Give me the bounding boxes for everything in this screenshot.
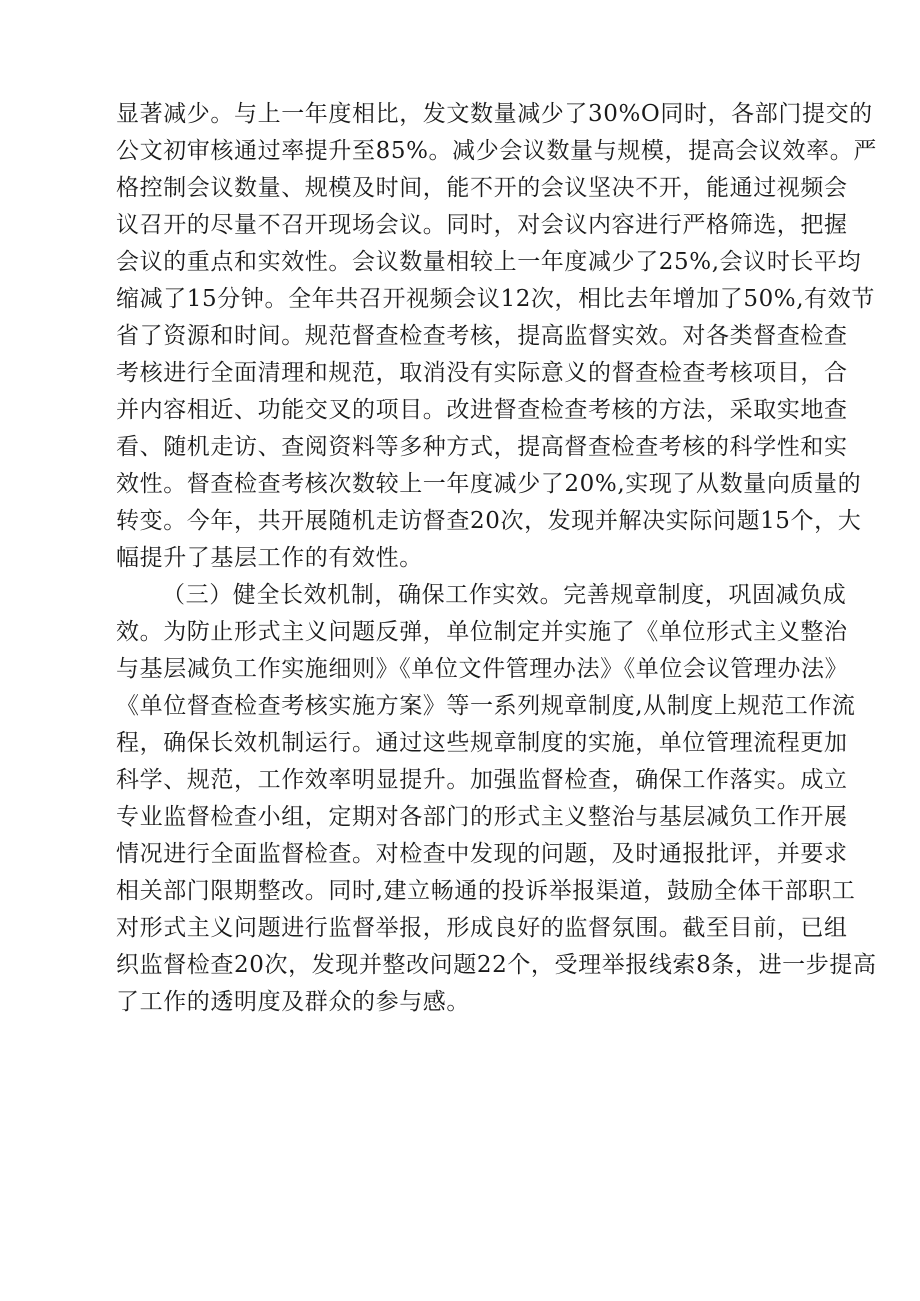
text-line: 省了资源和时间。规范督查检查考核，提高监督实效。对各类督查检查 (116, 323, 848, 349)
text-line: 科学、规范，工作效率明显提升。加强监督检查，确保工作落实。成立 (116, 767, 848, 793)
text-line: 看、随机走访、查阅资料等多种方式，提高督查检查考核的科学性和实 (116, 434, 848, 460)
section-heading-line: （三）健全长效机制，确保工作实效。完善规章制度，巩固减负成 (162, 582, 847, 608)
text-line: 织监督检查20次，发现并整改问题22个，受理举报线索8条，进一步提高 (116, 952, 877, 978)
text-line: 转变。今年，共开展随机走访督查20次，发现并解决实际问题15个，大 (116, 508, 862, 534)
text-line: 幅提升了基层工作的有效性。 (116, 545, 423, 571)
text-line: 情况进行全面监督检查。对检查中发现的问题，及时通报批评，并要求 (116, 841, 848, 867)
text-line: 格控制会议数量、规模及时间，能不开的会议坚决不开，能通过视频会 (116, 175, 848, 201)
text-line: 缩减了15分钟。全年共召开视频会议12次，相比去年增加了50%,有效节 (116, 286, 875, 312)
text-line: 《单位督查检查考核实施方案》等一系列规章制度,从制度上规范工作流 (116, 693, 856, 719)
text-line: 程，确保长效机制运行。通过这些规章制度的实施，单位管理流程更加 (116, 730, 848, 756)
text-line: 了工作的透明度及群众的参与感。 (116, 989, 470, 1015)
text-line: 议召开的尽量不召开现场会议。同时，对会议内容进行严格筛选，把握 (116, 212, 848, 238)
text-line: 显著减少。与上一年度相比，发文数量减少了30%O同时，各部门提交的 (116, 101, 873, 127)
text-line: 效。为防止形式主义问题反弹，单位制定并实施了《单位形式主义整治 (116, 619, 848, 645)
text-line: 公文初审核通过率提升至85%。减少会议数量与规模，提高会议效率。严 (116, 138, 877, 164)
text-line: 对形式主义问题进行监督举报，形成良好的监督氛围。截至目前，已组 (116, 915, 848, 941)
text-line: 并内容相近、功能交叉的项目。改进督查检查考核的方法，采取实地查 (116, 397, 848, 423)
text-line: 相关部门限期整改。同时,建立畅通的投诉举报渠道，鼓励全体干部职工 (116, 878, 856, 904)
text-line: 与基层减负工作实施细则》《单位文件管理办法》《单位会议管理办法》 (116, 656, 849, 682)
text-line: 专业监督检查小组，定期对各部门的形式主义整治与基层减负工作开展 (116, 804, 848, 830)
text-line: 会议的重点和实效性。会议数量相较上一年度减少了25%,会议时长平均 (116, 249, 862, 275)
text-line: 效性。督查检查考核次数较上一年度减少了20%,实现了从数量向质量的 (116, 471, 862, 497)
text-line: 考核进行全面清理和规范，取消没有实际意义的督查检查考核项目，合 (116, 360, 848, 386)
body-text (116, 96, 877, 1021)
